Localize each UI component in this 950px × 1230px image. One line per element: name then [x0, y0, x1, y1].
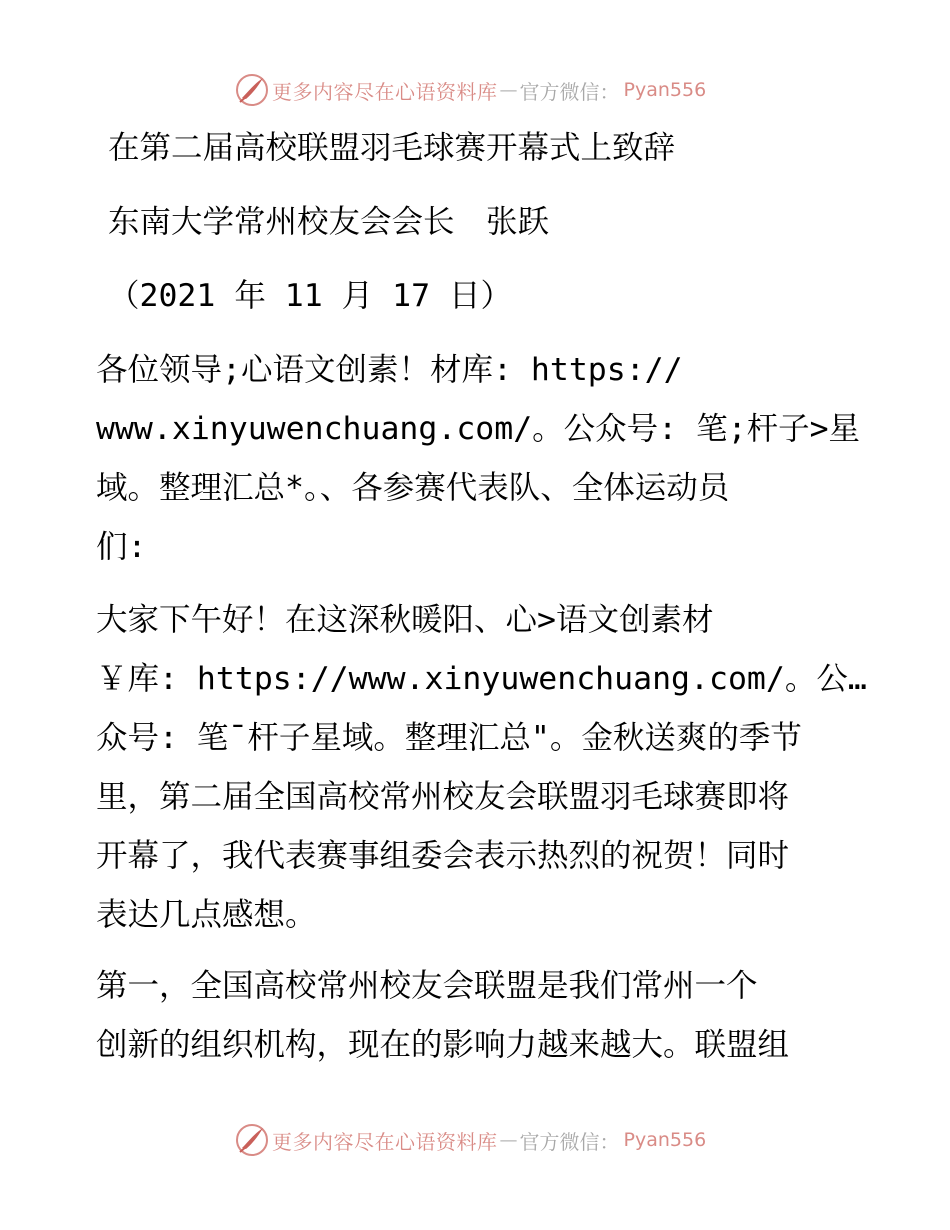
document-title: 在第二届高校联盟羽毛球赛开幕式上致辞	[108, 130, 676, 166]
quill-logo-icon	[234, 72, 270, 108]
paragraph-line: 大家下午好！在这深秋暖阳、心>语文创素材	[96, 602, 714, 638]
watermark-dash: —	[499, 79, 518, 101]
document-date: （2021 年 11 月 17 日）	[108, 278, 513, 314]
watermark-dash: —	[499, 1129, 518, 1151]
watermark-wechat-label: 官方微信：	[519, 79, 620, 104]
watermark-wechat-id: Pyan556	[623, 1129, 707, 1151]
watermark-site-text: 更多内容尽在心语资料库	[272, 1129, 498, 1154]
quill-logo-icon	[234, 1122, 270, 1158]
paragraph-line: 创新的组织机构，现在的影响力越来越大。联盟组	[96, 1027, 790, 1063]
header-watermark	[234, 72, 714, 108]
watermark-wechat-id: Pyan556	[623, 79, 707, 101]
paragraph-line: 表达几点感想。	[96, 897, 317, 933]
paragraph-line: 域。整理汇总*。、各参赛代表队、全体运动员	[96, 470, 730, 506]
paragraph-line: www.xinyuwenchuang.com/。公众号: 笔;杆子>星	[96, 411, 861, 447]
paragraph-line: ￥库: https://www.xinyuwenchuang.com/。公…	[96, 661, 867, 697]
watermark-wechat-label: 官方微信：	[519, 1129, 620, 1154]
paragraph-line: 们:	[96, 529, 147, 565]
footer-watermark	[234, 1122, 714, 1158]
document-author: 东南大学常州校友会会长 张跃	[108, 204, 550, 240]
paragraph-line: 第一，全国高校常州校友会联盟是我们常州一个	[96, 968, 758, 1004]
watermark-site-text: 更多内容尽在心语资料库	[272, 79, 498, 104]
paragraph-line: 里，第二届全国高校常州校友会联盟羽毛球赛即将	[96, 779, 790, 815]
paragraph-line: 开幕了，我代表赛事组委会表示热烈的祝贺！同时	[96, 838, 790, 874]
paragraph-line: 各位领导;心语文创素！材库: https://	[96, 352, 683, 388]
paragraph-line: 众号: 笔¯杆子星域。整理汇总"。金秋送爽的季节	[96, 720, 802, 756]
